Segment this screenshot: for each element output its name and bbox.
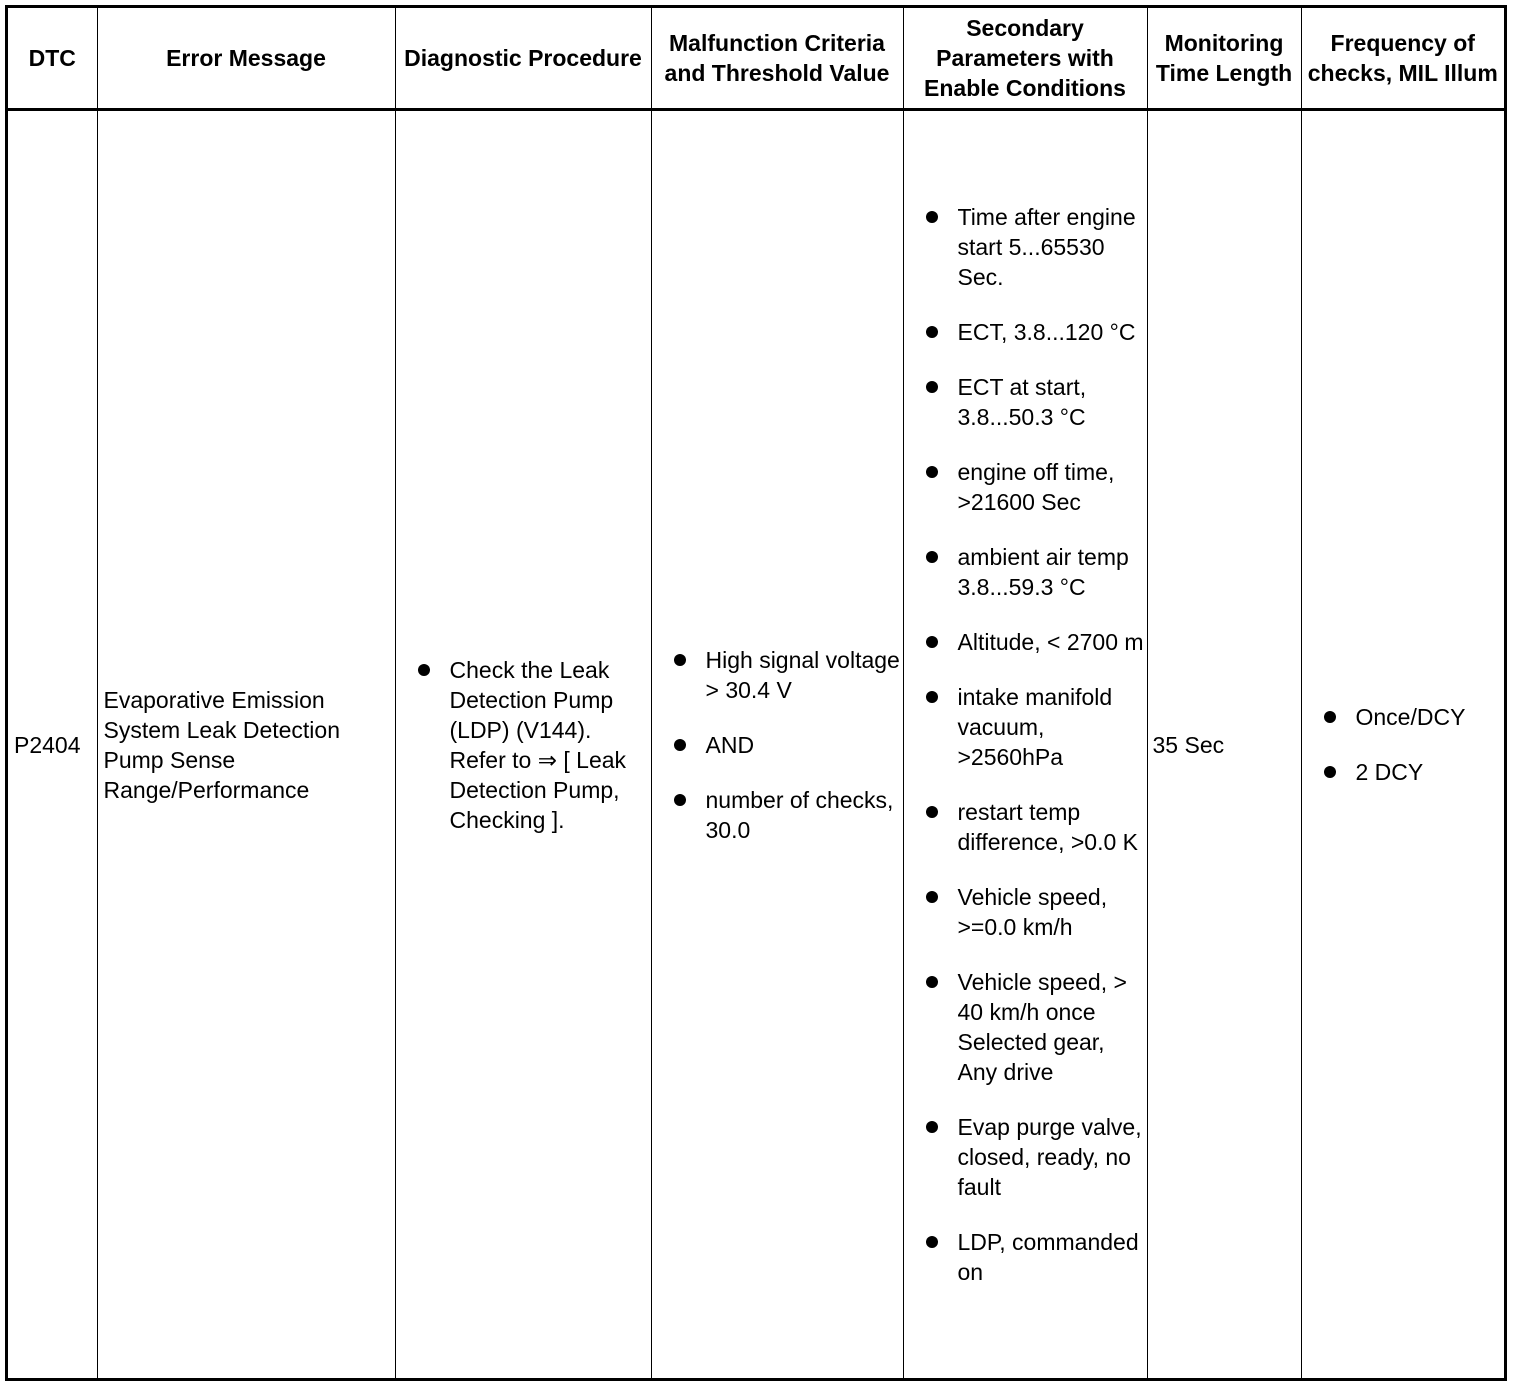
error-message: Evaporative Emission System Leak Detection Pump Sense Range/Performance [97,110,395,1379]
list-item: Check the Leak Detection Pump (LDP) (V144). Refer to ⇒ [ Leak Detection Pump, Checking ]. [418,655,651,835]
dtc-table-frame [5,5,1507,1381]
header-row [8,8,1504,110]
list-item: High signal voltage > 30.4 V [674,645,903,705]
header-monitoring-time: Monitoring Time Length [1147,8,1301,110]
list-item: AND [674,730,903,760]
header-error-message: Error Message [97,8,395,110]
list-item: Vehicle speed, >=0.0 km/h [926,882,1147,942]
header-dtc: DTC [8,8,97,110]
list-item: LDP, commanded on [926,1227,1147,1287]
dtc-table [8,8,1504,1378]
list-item: engine off time, >21600 Sec [926,457,1147,517]
list-item: ECT at start, 3.8...50.3 °C [926,372,1147,432]
list-item: 2 DCY [1324,757,1505,787]
frequency-list [1324,702,1505,787]
list-item: intake manifold vacuum, >2560hPa [926,682,1147,772]
table-row [8,110,1504,1379]
dtc-code: P2404 [14,731,81,758]
frequency-cell [1301,110,1504,1379]
header-malfunction-criteria: Malfunction Criteria and Threshold Value [651,8,903,110]
malfunction-criteria-list [674,645,903,845]
malfunction-criteria-cell [651,110,903,1379]
header-secondary-parameters: Secondary Parameters with Enable Conditions [903,8,1147,110]
list-item: Vehicle speed, > 40 km/h once Selected gear, Any drive [926,967,1147,1087]
header-frequency: Frequency of checks, MIL Illum [1301,8,1504,110]
diagnostic-procedure-cell [395,110,651,1379]
list-item: Time after engine start 5...65530 Sec. [926,202,1147,292]
list-item: ECT, 3.8...120 °C [926,317,1147,347]
diagnostic-procedure-list [418,655,651,835]
list-item: ambient air temp 3.8...59.3 °C [926,542,1147,602]
list-item: Once/DCY [1324,702,1505,732]
list-item: Evap purge valve, closed, ready, no fault [926,1112,1147,1202]
list-item: Altitude, < 2700 m [926,627,1147,657]
secondary-parameters-list [926,202,1147,1287]
header-diagnostic-procedure: Diagnostic Procedure [395,8,651,110]
secondary-parameters-cell [903,110,1147,1379]
list-item: restart temp difference, >0.0 K [926,797,1147,857]
list-item: number of checks, 30.0 [674,785,903,845]
monitoring-time: 35 Sec [1147,110,1301,1379]
